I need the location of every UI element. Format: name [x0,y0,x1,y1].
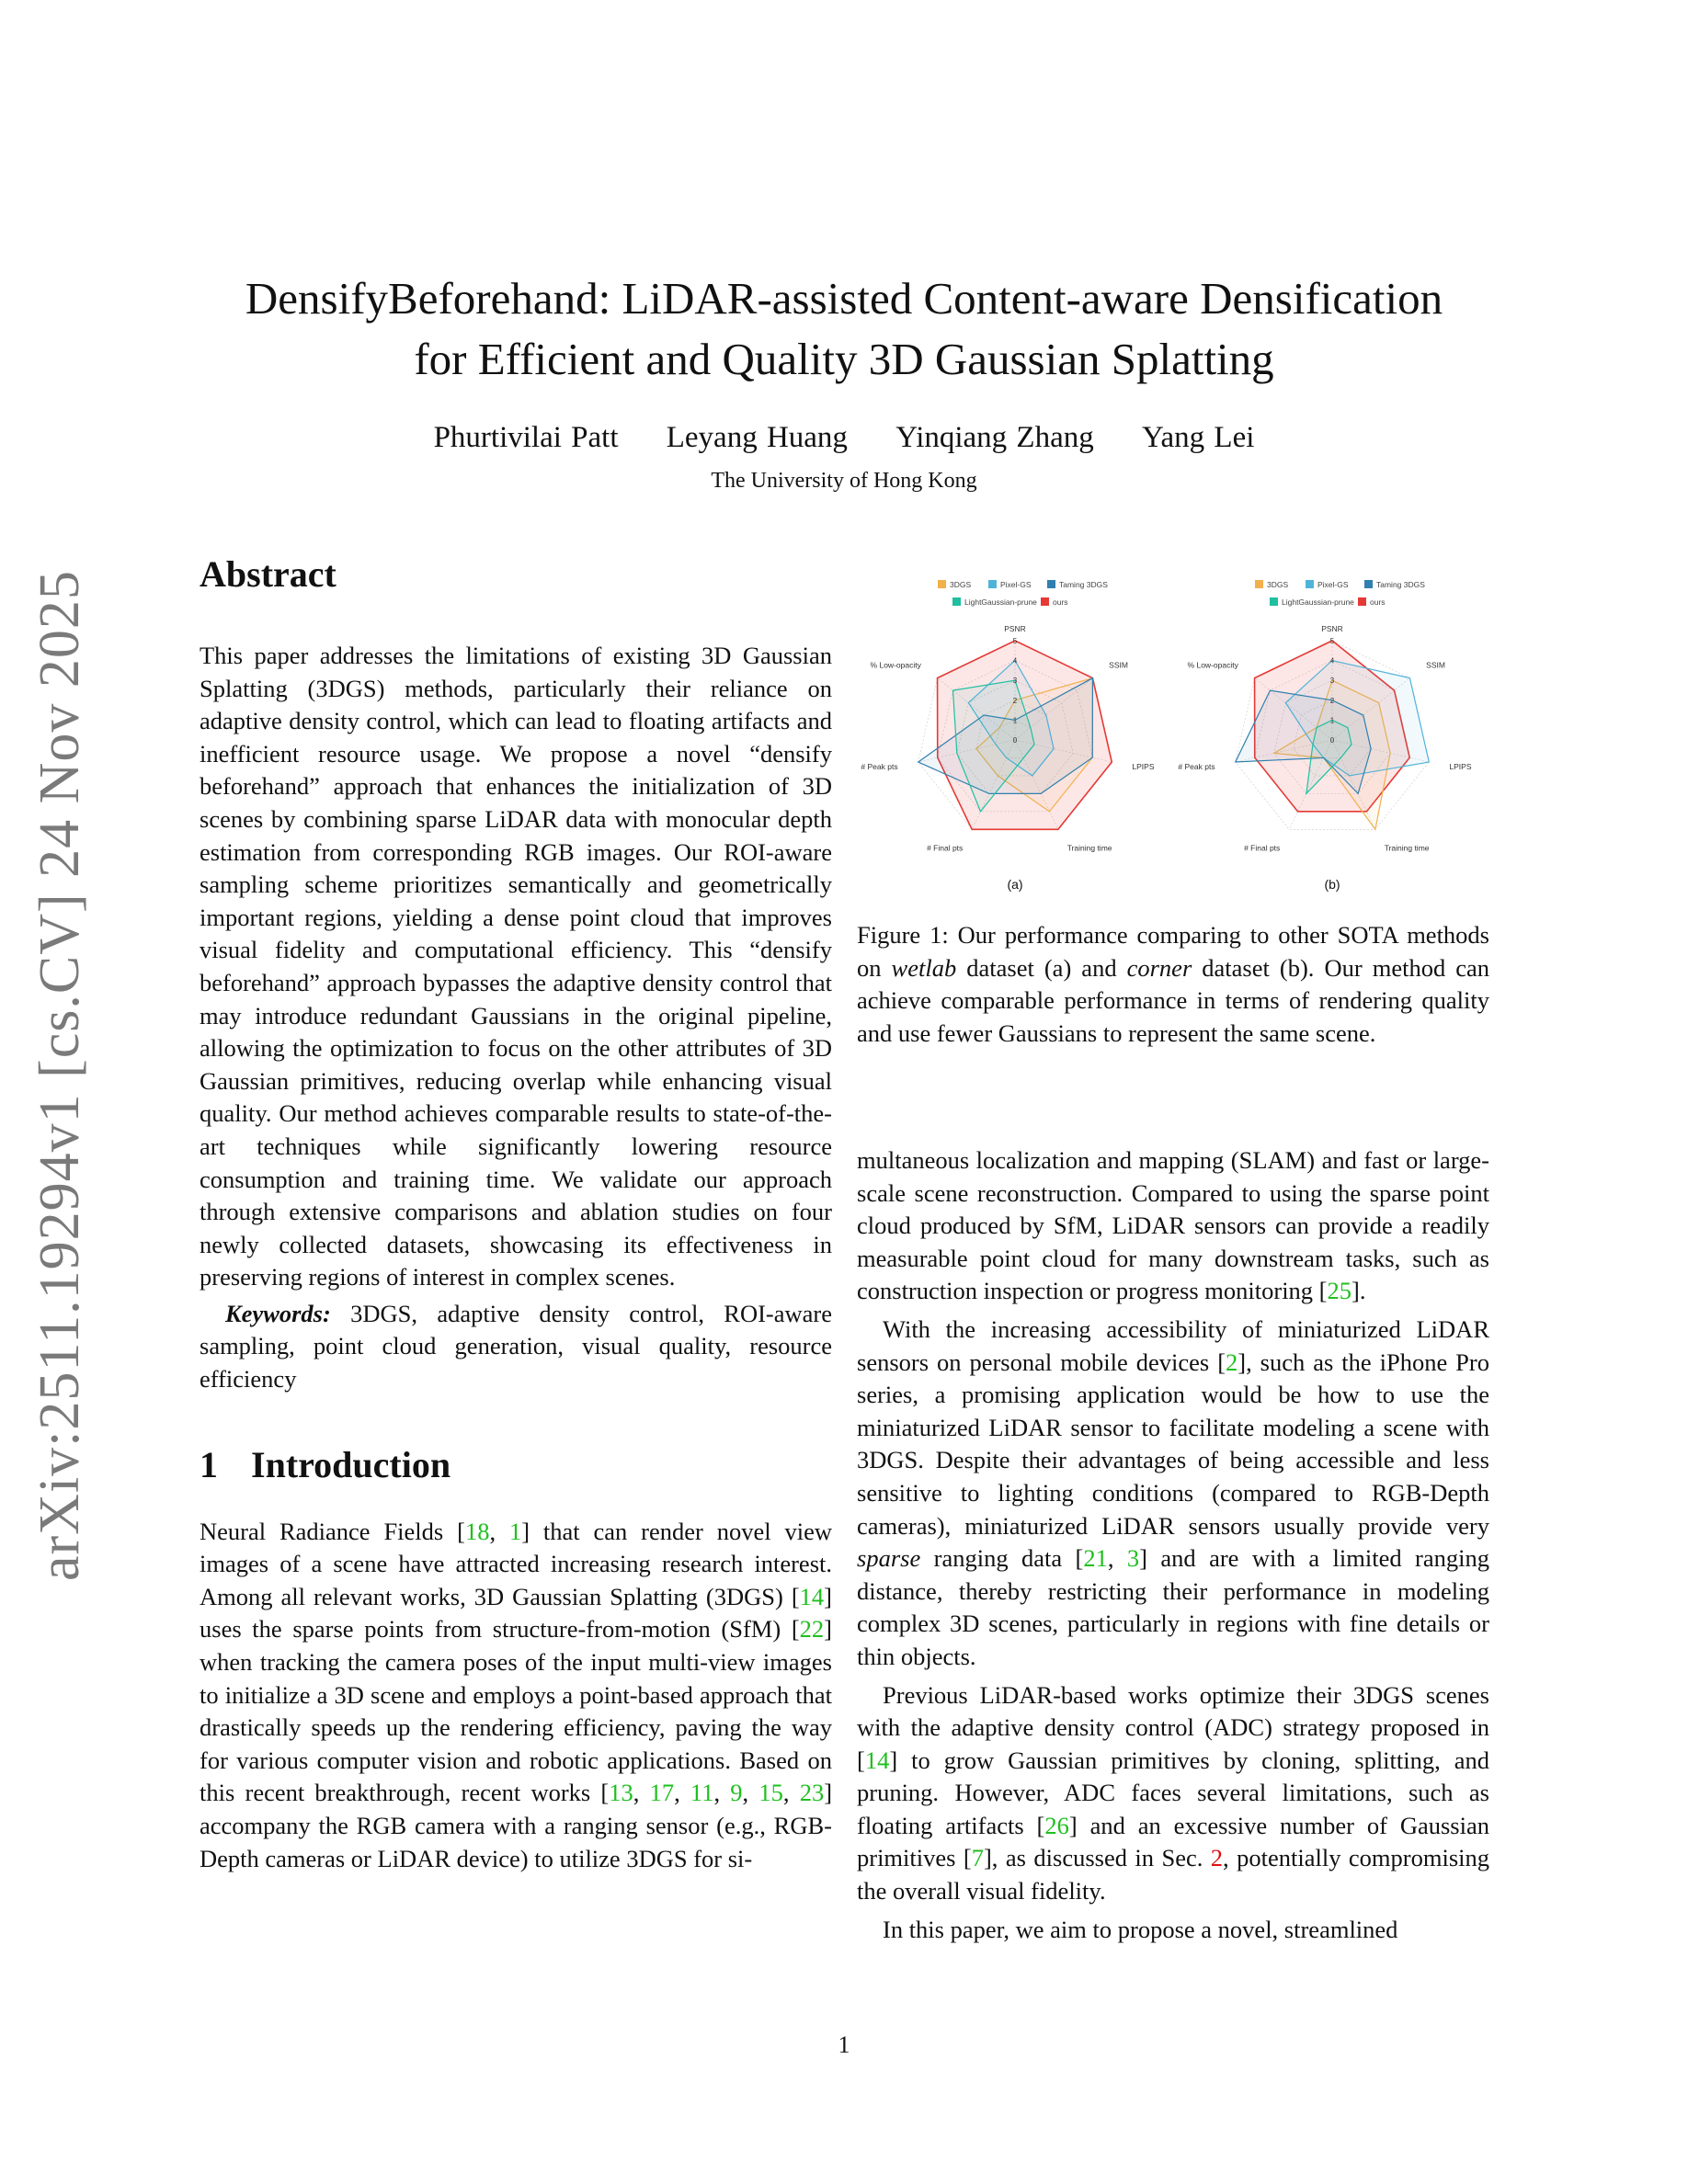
axis-label: Training time [1384,843,1430,853]
text-run: ] and are with a limited ranging distance, thereby restricting their performance in modeling complex 3D scenes, particularly in regions with fine details or thin objects. [857,1544,1489,1670]
radar-chart-a [857,565,1174,896]
citation-link[interactable]: 3 [1126,1544,1140,1573]
subfigure-label: (b) [1324,877,1340,892]
author: Yang Lei [1142,421,1255,454]
text-run: , [742,1779,759,1807]
citation-link[interactable]: 22 [799,1615,825,1644]
radial-tick-label: 0 [1012,736,1018,745]
intro-paragraph-3 [857,1679,1489,1908]
radar-chart-b [1174,565,1491,896]
citation-link[interactable]: 11 [690,1779,714,1807]
text-run: , [1107,1544,1127,1573]
legend-swatch-icon [1047,580,1055,588]
radar-svg [1174,565,1491,896]
text-run: ranging data [ [920,1544,1084,1573]
right-column [857,1144,1489,1946]
citation-link[interactable]: 25 [1327,1277,1352,1305]
section-number: 1 [200,1443,218,1485]
legend-swatch-icon [1255,580,1263,588]
radial-tick-label: 2 [1012,696,1018,705]
legend-label: ours [1370,597,1386,607]
radial-tick-label: 5 [1012,637,1018,645]
axis-label: # Final pts [1244,843,1281,853]
legend-label: 3DGS [950,580,972,589]
author-list [0,421,1688,455]
axis-label: PSNR [1004,624,1026,633]
text-run: ] uses the sparse points from structure-from-motion (SfM) [ [200,1582,832,1644]
text-run: ] accompany the RGB camera with a ranging sensor (e.g., RGB-Depth cameras or LiDAR device) to utilize 3DGS for si- [200,1779,833,1872]
keywords [200,1298,832,1396]
keywords-text: 3DGS, adaptive density control, ROI-aware sampling, point cloud generation, visual quality, resource efficiency [200,1299,832,1393]
legend-swatch-icon [1306,580,1314,588]
text-run: ]. [1352,1277,1366,1305]
axis-label: % Low-opacity [870,660,921,670]
text-run: , potentially compromising the overall visual fidelity. [857,1844,1489,1905]
legend-label: Taming 3DGS [1376,580,1425,589]
intro-paragraph-2 [857,1314,1489,1674]
legend-label: Pixel-GS [1317,580,1349,589]
text-run: With the increasing accessibility of miniaturized LiDAR sensors on personal mobile devices [ [857,1314,1489,1376]
text-run: multaneous localization and mapping (SLAM) and fast or large-scale scene reconstruction. Compared to using the sparse point cloud produced by SfM, LiDAR sensors can provide a readily measurable point cloud for many downstream tasks, such as construction inspection or progress monitoring [ [857,1146,1489,1305]
radial-tick-label: 5 [1329,637,1335,645]
author: Leyang Huang [666,421,848,454]
axis-label: LPIPS [1132,762,1155,772]
author: Yinqiang Zhang [895,421,1094,454]
radial-tick-label: 4 [1012,656,1018,665]
citation-link[interactable]: 23 [799,1779,825,1807]
citation-link[interactable]: 14 [799,1582,825,1610]
citation-link[interactable]: 13 [609,1779,633,1807]
legend-label: Taming 3DGS [1059,580,1108,589]
section-ref-link[interactable]: 2 [1210,1844,1224,1872]
author: Phurtivilai Patt [433,421,619,454]
legend-label: ours [1053,597,1068,607]
chart-legend [938,580,1108,607]
citation-link[interactable]: 14 [864,1746,890,1774]
caption-text [857,921,1489,1047]
legend-swatch-icon [1270,597,1278,606]
radial-tick-label: 3 [1012,677,1018,686]
legend-label: LightGaussian-prune [1282,597,1354,607]
title-line-1: DensifyBeforehand: LiDAR-assisted Content-aware Densification [245,273,1443,324]
text-run: Previous LiDAR-based works optimize their 3DGS scenes with the adaptive density control (ADC) strategy proposed in [ [857,1680,1489,1774]
legend-swatch-icon [938,580,946,588]
citation-link[interactable]: 18 [464,1517,490,1545]
figure-caption [857,919,1489,1050]
text-run: , [713,1779,731,1807]
legend-label: LightGaussian-prune [964,597,1037,607]
text-run: , [674,1779,690,1807]
paper-title [0,268,1688,390]
radial-tick-label: 3 [1329,677,1335,686]
text-run: ], as discussed in Sec. [983,1844,1211,1872]
text-run: dataset (a) and [956,953,1127,982]
legend-label: 3DGS [1267,580,1289,589]
axis-label: # Peak pts [861,762,898,772]
citation-link[interactable]: 9 [730,1779,743,1807]
emphasis: sparse [857,1544,921,1573]
legend-swatch-icon [1358,597,1366,606]
intro-heading [200,1442,832,1488]
figure-1 [857,565,1491,896]
legend-swatch-icon [988,580,997,588]
axis-label: # Final pts [927,843,964,853]
text-run: ], such as the iPhone Pro series, a promising application would be how to use the miniaturized LiDAR sensor to facilitate modeling a scene with 3DGS. Despite their advantages of being accessible and less sensitive to lighting conditions (compared to RGB-Depth cameras), miniaturized LiDAR sensors usually provide very [857,1348,1489,1540]
section-title: Introduction [251,1443,451,1485]
radial-tick-label: 2 [1329,696,1335,705]
text-run: ] that can render novel view images of a scene have attracted increasing research interest. Among all relevant works, 3D Gaussian Splatting (3DGS) [ [200,1517,832,1610]
legend-swatch-icon [1041,597,1049,606]
left-column [200,552,832,1875]
radial-tick-label: 4 [1329,656,1335,665]
subfigure-label: (a) [1007,877,1023,892]
dataset-name: wetlab [891,953,957,982]
legend-label: Pixel-GS [1000,580,1032,589]
chart-legend [1255,580,1425,607]
radial-tick-label: 1 [1329,716,1335,725]
axis-label: LPIPS [1449,762,1472,772]
radar-svg [857,565,1174,896]
dataset-name: corner [1126,953,1192,982]
citation-link[interactable]: 2 [1226,1348,1238,1376]
title-line-2: for Efficient and Quality 3D Gaussian Splatting [414,334,1274,384]
axis-label: PSNR [1321,624,1343,633]
arxiv-identifier-stamp: arXiv:2511.19294v1 [cs.CV] 24 Nov 2025 [29,570,91,1581]
text-run: , [782,1779,800,1807]
text-run: ] to grow Gaussian primitives by cloning, splitting, and pruning. However, ADC faces several limitations, such as floating artifacts [ [857,1746,1489,1839]
axis-label: SSIM [1109,660,1128,670]
axis-label: SSIM [1426,660,1445,670]
text-run: , [489,1517,509,1545]
text-run: , [633,1779,650,1807]
intro-paragraph-4: In this paper, we aim to propose a novel, streamlined [883,1915,1398,1943]
affiliation: The University of Hong Kong [711,469,977,493]
abstract-heading: Abstract [200,553,336,595]
intro-paragraph-1 [200,1516,832,1876]
citation-link[interactable]: 21 [1083,1544,1108,1573]
citation-link[interactable]: 17 [649,1779,675,1807]
legend-swatch-icon [1364,580,1373,588]
text-run: Figure 1: Our performance comparing to other SOTA methods on [857,921,1489,982]
text-run: Neural Radiance Fields [ [200,1517,465,1545]
text-run: ] when tracking the camera poses of the input multi-view images to initialize a 3D scene and employs a point-based approach that drastically speeds up the rendering efficiency, paving the way for various computer vision and robotic applications. Based on this recent breakthrough, recent works [ [200,1615,832,1807]
intro-paragraph-1-continued [857,1144,1489,1308]
axis-label: Training time [1066,843,1112,853]
abstract-body: This paper addresses the limitations of existing 3D Gaussian Splatting (3DGS) methods, particularly their reliance on adaptive density control, which can lead to floating artifacts and inefficient resource usage. We propose a novel “densify beforehand” approach that enhances the initialization of 3D scenes by combining sparse LiDAR data with monocular depth estimation from corresponding RGB images. Our ROI-aware sampling scheme prioritizes semantically and geometrically important regions, yielding a dense point cloud that improves visual fidelity and computational efficiency. This “densify beforehand” approach bypasses the adaptive density control that may introduce redundant Gaussians in the original pipeline, allowing the optimization to focus on the other attributes of 3D Gaussian primitives, reducing overlap while enhancing visual quality. Our method achieves comparable results to state-of-the-art techniques while significantly lowering resource consumption and training time. We validate our approach through extensive comparisons and ablation studies on four newly collected datasets, showcasing its effectiveness in preserving regions of interest in complex scenes. [200,642,832,1291]
axis-label: # Peak pts [1178,762,1215,772]
legend-swatch-icon [952,597,961,606]
text-run: dataset (b). Our method can achieve comparable performance in terms of rendering quality and use fewer Gaussians to represent the same scene. [857,953,1490,1047]
citation-link[interactable]: 26 [1044,1811,1069,1839]
citation-link[interactable]: 1 [508,1517,522,1545]
citation-link[interactable]: 7 [971,1844,984,1872]
citation-link[interactable]: 15 [758,1779,783,1807]
radial-tick-label: 0 [1329,736,1335,745]
keywords-label: Keywords: [225,1299,331,1327]
text-run: ] and an excessive number of Gaussian primitives [ [857,1811,1489,1872]
radial-tick-label: 1 [1012,716,1018,725]
page-number: 1 [838,2031,850,2058]
axis-label: % Low-opacity [1187,660,1238,670]
